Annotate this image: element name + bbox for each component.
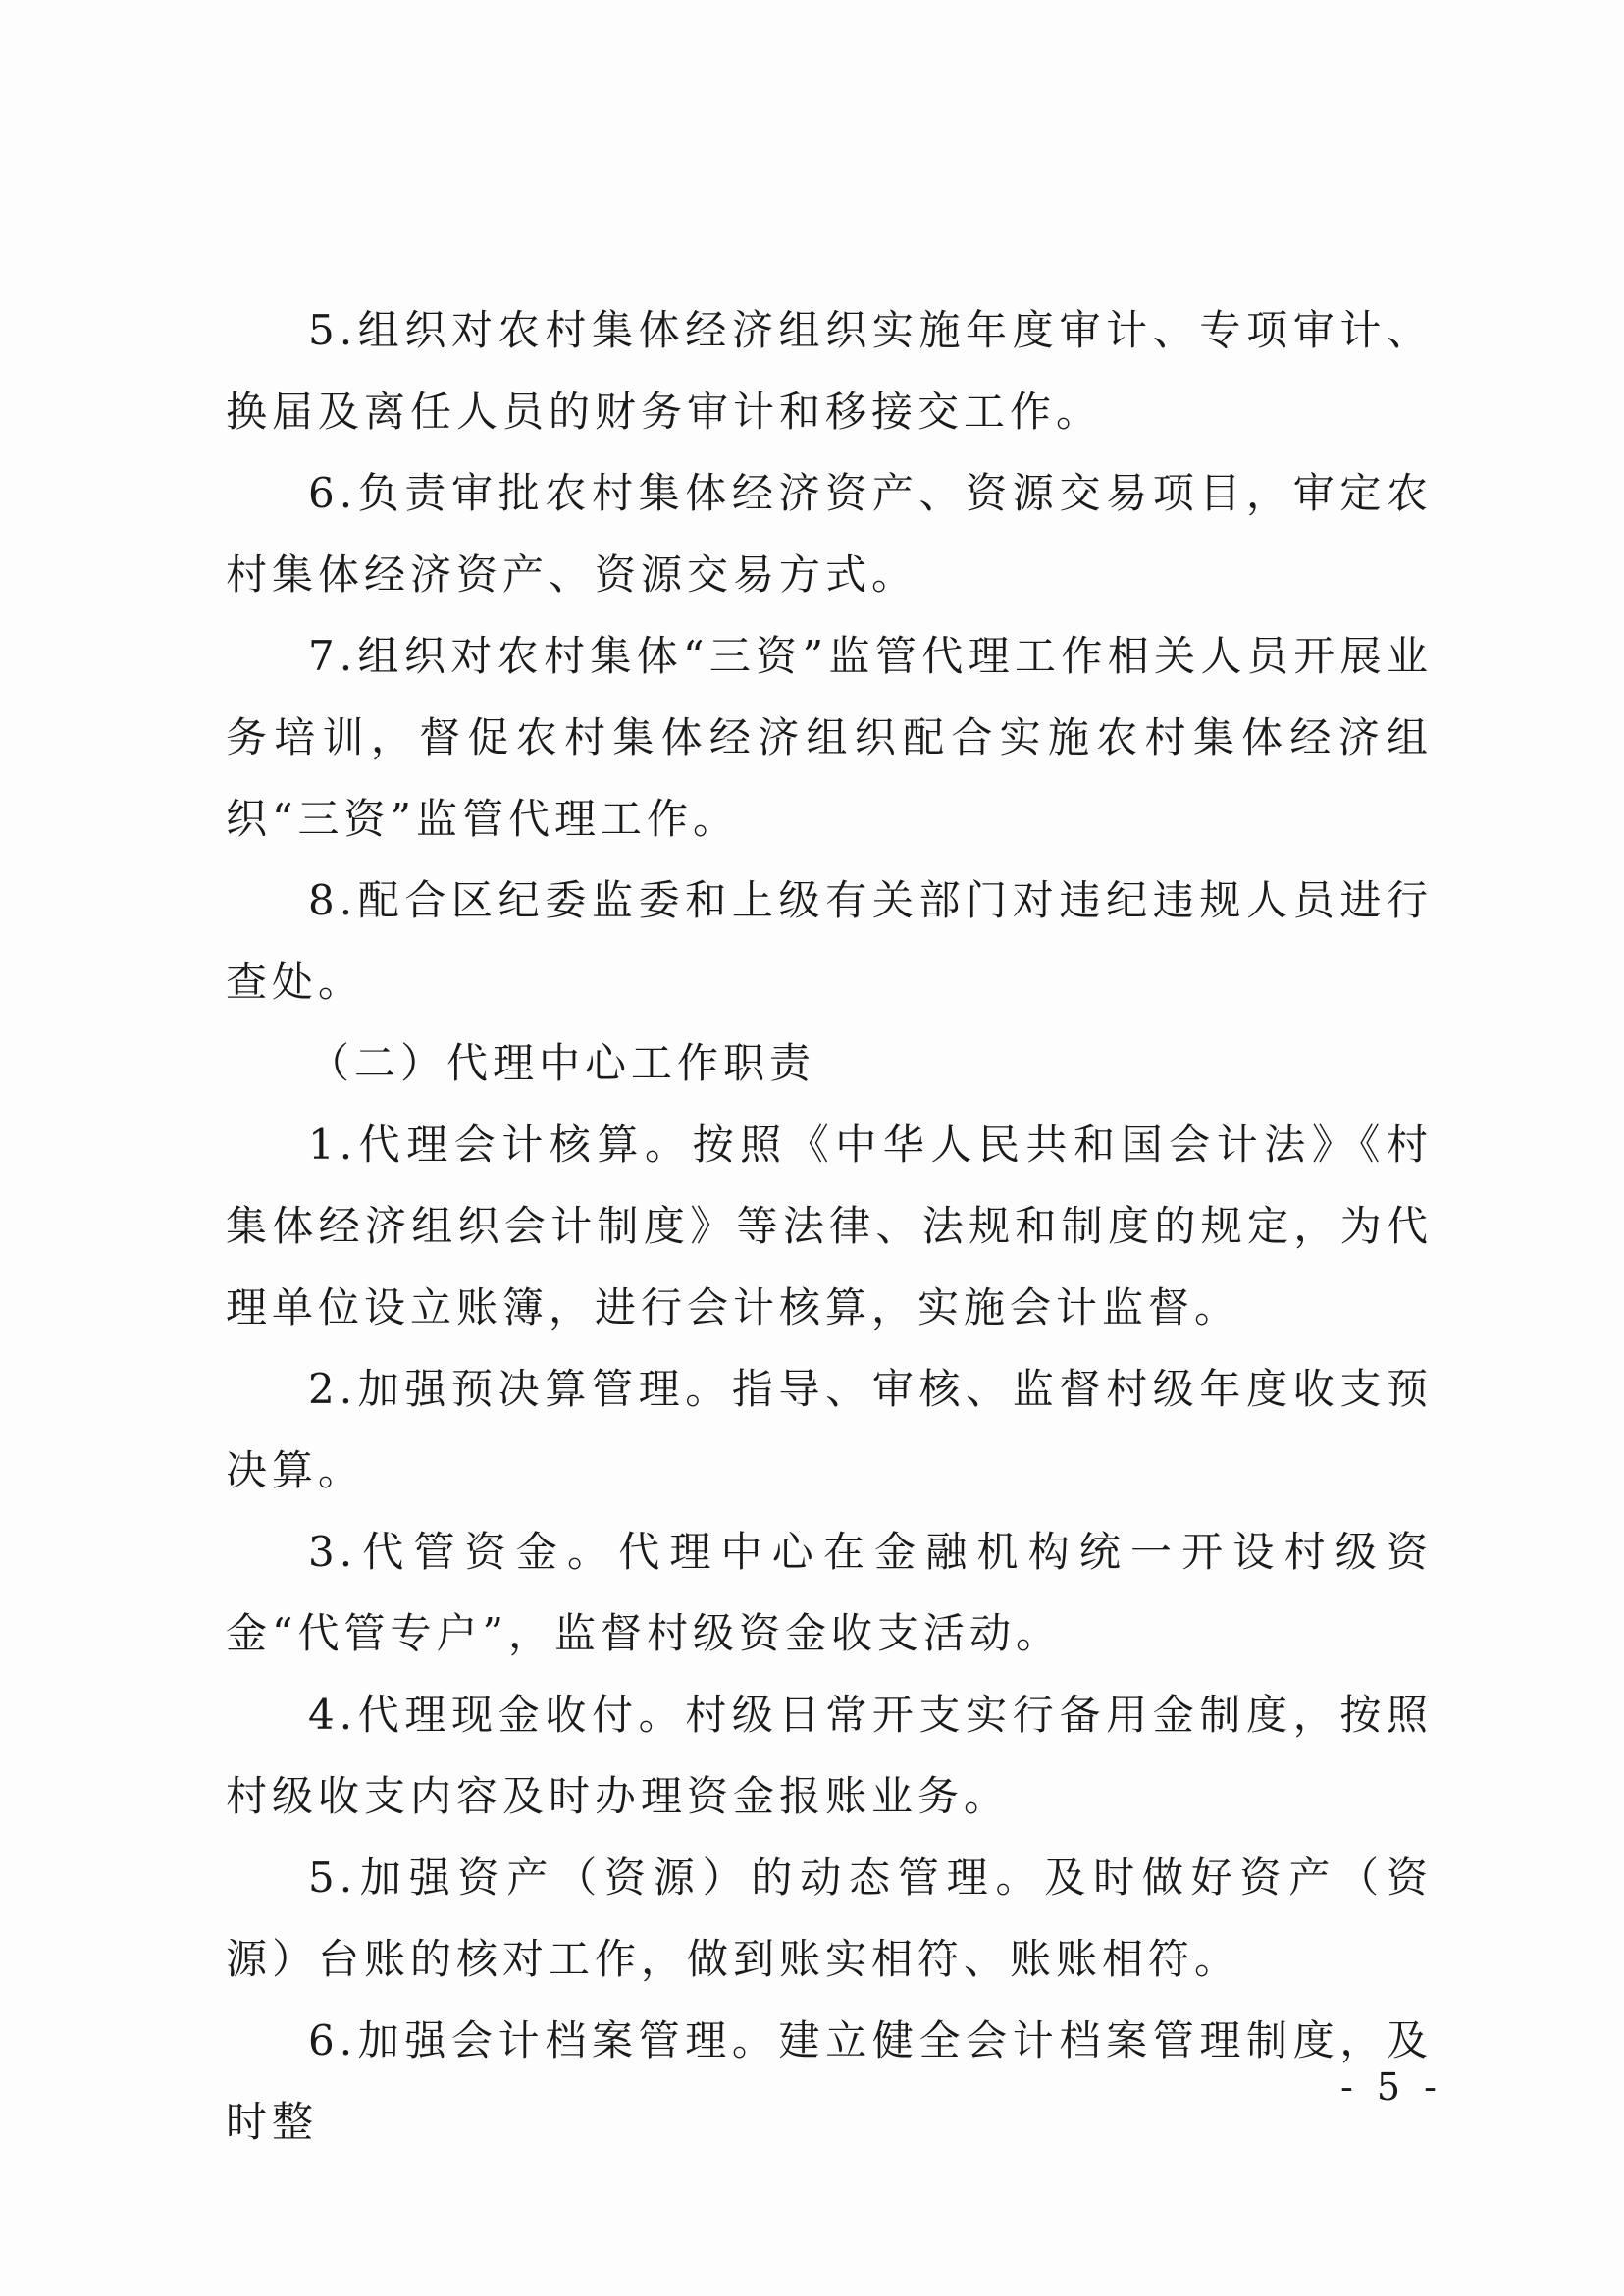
paragraph-agency-3-funds: 3.代管资金。代理中心在金融机构统一开设村级资金“代管专户”，监督村级资金收支活动。 [226, 1528, 1433, 1657]
paragraph-agency-5-assets: 5.加强资产（资源）的动态管理。及时做好资产（资源）台账的核对工作，做到账实相符、账账相符。 [226, 1853, 1433, 1983]
paragraph-duty-6-approval: 6.负责审批农村集体经济资产、资源交易项目，审定农村集体经济资产、资源交易方式。 [226, 469, 1433, 599]
paragraph-duty-5-audit: 5.组织对农村集体经济组织实施年度审计、专项审计、换届及离任人员的财务审计和移接交工作。 [226, 306, 1433, 436]
body-text [226, 289, 1433, 2163]
paragraph-agency-4-cash: 4.代理现金收付。村级日常开支实行备用金制度，按照村级收支内容及时办理资金报账业务。 [226, 1691, 1433, 1820]
paragraph-agency-2-budget: 2.加强预决算管理。指导、审核、监督村级年度收支预决算。 [226, 1365, 1433, 1494]
paragraph-duty-8-investigation: 8.配合区纪委监委和上级有关部门对违纪违规人员进行查处。 [226, 876, 1433, 1006]
section-heading-agency-duties: （二）代理中心工作职责 [308, 1039, 816, 1087]
page-number: - 5 - [1339, 2065, 1442, 2109]
paragraph-agency-1-accounting: 1.代理会计核算。按照《中华人民共和国会计法》《村集体经济组织会计制度》等法律、法规和制度的规定，为代理单位设立账簿，进行会计核算，实施会计监督。 [226, 1121, 1433, 1331]
paragraph-agency-6-archives: 6.加强会计档案管理。建立健全会计档案管理制度，及时整 [226, 2016, 1433, 2146]
paragraph-duty-7-training: 7.组织对农村集体“三资”监管代理工作相关人员开展业务培训，督促农村集体经济组织配合实施农村集体经济组织“三资”监管代理工作。 [226, 632, 1433, 843]
